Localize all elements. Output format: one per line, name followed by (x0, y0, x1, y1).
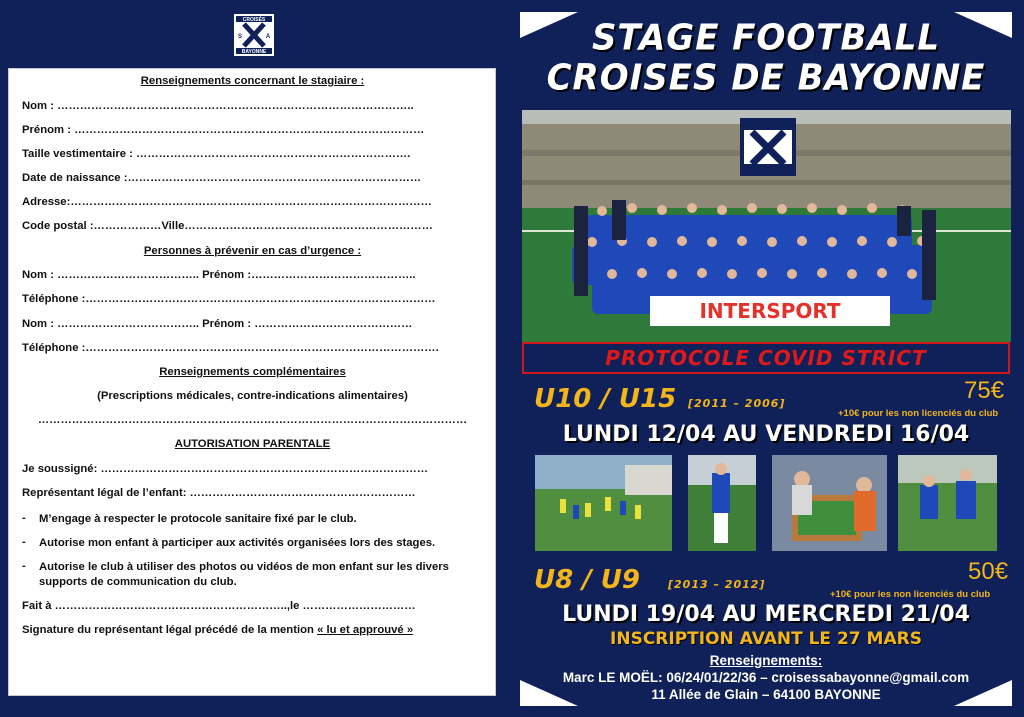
thumbnail-foosball (772, 455, 887, 551)
logo-left-letter: S (237, 34, 243, 40)
list-item-sanitaire (22, 512, 483, 528)
group1-price: 75€ (964, 377, 1005, 404)
list-item-photos (22, 560, 483, 592)
field-adresse[interactable]: Adresse:…………………………………………………………………………………… (22, 196, 432, 208)
list-item-text: Autorise mon enfant à participer aux activités organisées lors des stages. (39, 537, 436, 549)
field-fait-a[interactable]: Fait à ……………………………………………………..,le ………………………… (22, 600, 416, 612)
thumbnail-training-3 (898, 455, 997, 551)
group1-note: +10€ pour les non licenciés du club (838, 408, 999, 419)
field-nom[interactable]: Nom : ………………………………………………………………………………….. (22, 100, 414, 112)
address-line: 11 Allée de Glain – 64100 BAYONNE (651, 687, 881, 702)
field-date-naissance[interactable]: Date de naissance :…………………………………………………………………… (22, 172, 422, 184)
group2-years: [2013 – 2012] (668, 578, 766, 591)
info-title: Renseignements: (709, 653, 823, 668)
thumbnail-training-2 (688, 455, 756, 551)
list-dash: - (22, 560, 26, 572)
list-dash: - (22, 536, 26, 548)
signature-line (22, 624, 483, 636)
logo-right-letter: A (265, 34, 271, 40)
field-code-postal-ville[interactable]: Code postal :………………Ville………………………………………………………… (22, 220, 433, 232)
field-representant[interactable]: Représentant légal de l’enfant: …………………………………………………… (22, 487, 416, 499)
group2-price: 50€ (968, 558, 1009, 585)
logo-bottom-text: BAYONNE (241, 49, 267, 55)
field-prenom[interactable]: Prénom : ………………………………………………………………………………… (22, 124, 425, 136)
group2-label: U8 / U9 (534, 565, 641, 595)
flyer-title-line1: STAGE FOOTBALL (591, 17, 941, 59)
intersport-banner-text: INTERSPORT (699, 299, 841, 323)
group1-years: [2011 – 2006] (688, 397, 786, 410)
group2-note: +10€ pour les non licenciés du club (830, 589, 991, 600)
field-taille[interactable]: Taille vestimentaire : ………………………………………………………………. (22, 148, 411, 160)
list-item-text: M’engage à respecter le protocole sanitaire fixé par le club. (39, 513, 357, 525)
list-item-activites (22, 536, 483, 552)
flyer-title-line2: CROISES DE BAYONNE (546, 57, 986, 99)
signature-prefix: Signature du représentant légal précédé de la mention (22, 624, 318, 636)
thumbnail-training-1 (535, 455, 672, 551)
inscription-deadline: INSCRIPTION AVANT LE 27 MARS (610, 629, 922, 649)
contact-line: Marc LE MOËL: 06/24/01/22/36 – croisessabayonne@gmail.com (562, 670, 970, 685)
signature-mention: « lu et approuvé » (317, 624, 414, 636)
registration-form (8, 68, 496, 696)
group2-dates: LUNDI 19/04 AU MERCREDI 21/04 (562, 602, 970, 627)
field-emergency-tel-2[interactable]: Téléphone :…………………………………………………………………………………. (22, 342, 439, 354)
list-dash: - (22, 512, 26, 524)
team-photo (522, 110, 1011, 342)
flyer-panel (520, 12, 1012, 706)
logo-top-text: CROISÉS (242, 17, 266, 23)
field-complementary[interactable]: …………………………………………………………………………………………………… (37, 414, 468, 426)
section-complementary-subtitle: (Prescriptions médicales, contre-indications alimentaires) (97, 390, 408, 402)
list-item-text: Autorise le club à utiliser des photos ou vidéos de mon enfant sur les divers supports de communication du club. (39, 561, 449, 588)
section-trainee-title: Renseignements concernant le stagiaire : (140, 75, 365, 87)
group1-label: U10 / U15 (534, 384, 677, 414)
covid-banner: PROTOCOLE COVID STRICT (522, 342, 1010, 374)
field-emergency-nom-1[interactable]: Nom : ……………………………….. Prénom :…………………………………….. (22, 269, 416, 281)
section-emergency-title: Personnes à prévenir en cas d’urgence : (143, 245, 362, 257)
field-emergency-tel-1[interactable]: Téléphone :………………………………………………………………………………… (22, 293, 436, 305)
club-logo (231, 11, 277, 59)
group1-dates: LUNDI 12/04 AU VENDREDI 16/04 (562, 422, 970, 447)
field-soussigne[interactable]: Je soussigné: …………………………………………………………………………… (22, 463, 429, 475)
section-parental-title: AUTORISATION PARENTALE (174, 438, 331, 450)
field-emergency-nom-2[interactable]: Nom : ……………………………….. Prénom : …………………………………… (22, 318, 413, 330)
section-complementary-title: Renseignements complémentaires (159, 366, 346, 378)
